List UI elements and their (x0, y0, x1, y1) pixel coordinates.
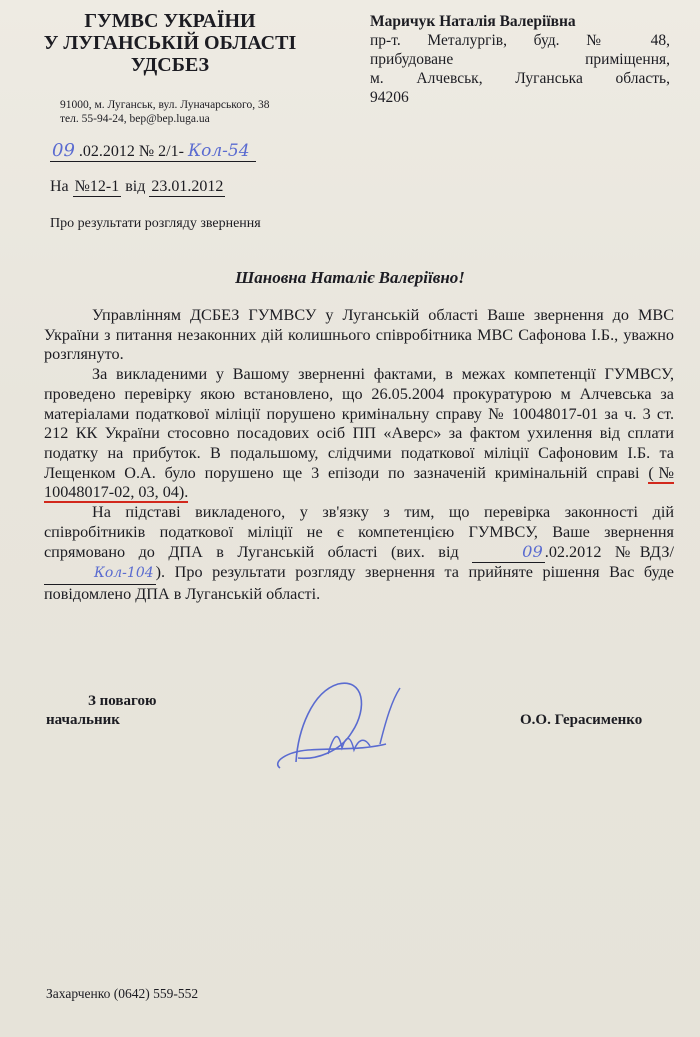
outgoing-day-handwritten: 09 (52, 140, 75, 161)
organization-header (40, 10, 300, 76)
body-paragraph-1: Управлінням ДСБЕЗ ГУМВСУ у Луганській області Ваше звернення до МВС України з питання незаконних дій колишнього співробітника МВС Сафонова І.Б., уважно розглянуто. (44, 306, 674, 364)
case-numbers-underlined: (№ 10048017-02, 03, 04). (44, 463, 674, 502)
body-paragraph-3-start: На підставі викладеного, у зв'язку з тим, що перевірка законності дій співробітників податкової міліції не є компетенцією ГУМВСУ, Ваше звернення спрямовано до ДПА в Луганській області (вих. від (44, 503, 674, 562)
body-paragraph-2-text: За викладеними у Вашому зверненні фактами, в межах компетенції ГУМВСУ, проведено перевірку якою встановлено, що 26.05.2004 прокуратурою м Алчевська за матеріалами податкової міліції порушено кримінальну справу № 10048017-01 за ч. 3 ст. 212 КК України стосовно посадових осіб ПП «Аверс» за фактом ухилення від сплати податку на прибуток. В подальшому, слідчими податкової міліції Сафоновим І.Б. та Лещенком О.А. було порушено ще 3 епізоди по зазначеній кримінальній справі (44, 365, 674, 482)
recipient-block (370, 12, 670, 107)
reference-prefix: На (50, 178, 69, 195)
executor-contact: Захарченко (0642) 559-552 (46, 986, 199, 1001)
org-contacts-line: тел. 55-94-24, bep@bep.luga.ua (60, 113, 210, 125)
body-paragraph-3-mid: .02.2012 №ВДЗ/ (544, 543, 674, 562)
reference-number (50, 178, 225, 197)
signer-name: О.О. Герасименко (520, 712, 643, 728)
body-paragraph-3 (44, 503, 674, 605)
org-address-line: 91000, м. Луганськ, вул. Луначарського, 38 (60, 99, 270, 111)
body-paragraph-2 (44, 365, 674, 503)
closing-regards: З повагою (88, 693, 157, 709)
dpa-number-handwritten: Кол-104 (44, 564, 156, 585)
reference-from: від (125, 178, 146, 195)
reference-date: 23.01.2012 (151, 178, 224, 195)
outgoing-number (50, 140, 256, 162)
dpa-day-handwritten: 09 (472, 542, 545, 563)
letter-greeting: Шановна Наталіє Валеріївно! (235, 268, 465, 287)
body-paragraph-3-end: ). Про результати розгляду звернення та прийняте рішення Вас буде повідомлено ДПА в Луганській області. (44, 563, 674, 603)
signer-position: начальник (46, 712, 120, 728)
organization-address (60, 98, 269, 126)
recipient-name: Маричук Наталія Валеріївна (370, 13, 576, 30)
recipient-address-line3: м. Алчевськ, Луганська область, (370, 70, 670, 87)
outgoing-number-handwritten: Кол-54 (186, 141, 256, 162)
signature-icon (268, 670, 408, 780)
recipient-address-line2: прибудоване приміщення, (370, 51, 670, 68)
recipient-postcode: 94206 (370, 89, 409, 106)
org-name-line2: У ЛУГАНСЬКІЙ ОБЛАСТІ (43, 32, 297, 54)
org-name-line3: УДСБЕЗ (130, 54, 210, 76)
recipient-address-line1: пр-т. Металургів, буд. № 48, (370, 32, 670, 49)
org-name-line1: ГУМВС УКРАЇНИ (84, 10, 256, 32)
outgoing-date-number: .02.2012 № 2/1- (78, 143, 184, 160)
reference-incoming-number: №12-1 (74, 178, 120, 195)
letter-subject: Про результати розгляду звернення (50, 216, 261, 231)
letter-body (44, 306, 674, 605)
